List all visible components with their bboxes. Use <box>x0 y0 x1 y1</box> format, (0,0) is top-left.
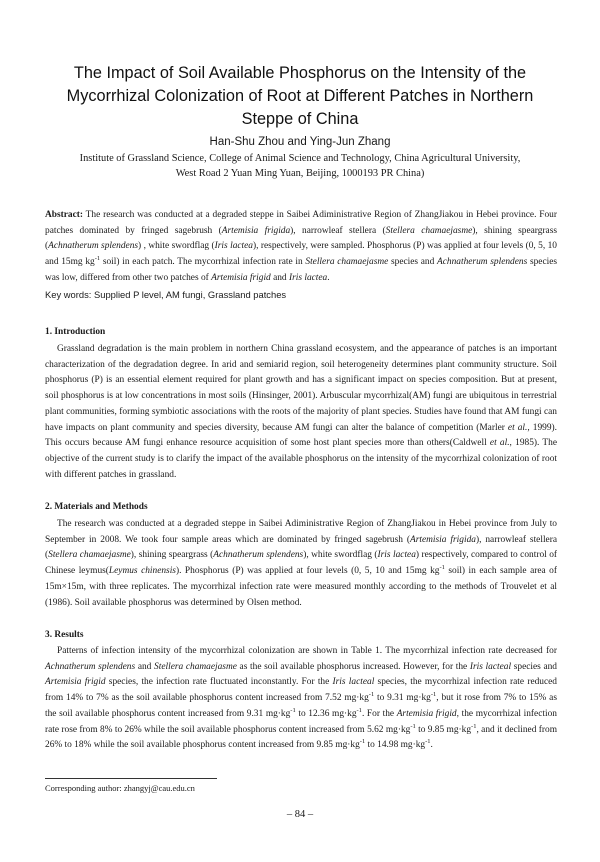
text-run: and <box>270 272 289 283</box>
text-run: species and <box>511 661 557 672</box>
text-run: species was low, differed from other two patches of <box>45 257 558 283</box>
text-run: Grassland degradation is the main problem in northern China grassland ecosystem, and the appearance of patches is an important characterization of the degradation degree. In arid and semiarid region, soil heterogeneity determines plant community structure. Soil phosphorus (P) is an essential element required for plant growth and has a significant impact on species composition. But at present, soil phosphorus is at low concentrations in most soils (Hinsinger, 2001). Arbuscular mycorrhizal(AM) fungi are ubiquitous in terrestrial plant communities, forming symbiotic associations with the roots of the majority of plant species. Studies have found that AM fungi can have impacts on plant community and species diversity, because AM fungi can alter the balance of competition (Marler <box>45 344 557 433</box>
species-name: Iris lacteal <box>332 677 375 688</box>
keywords: Key words: Supplied P level, AM fungi, Grassland patches <box>45 288 287 300</box>
species-name: Stellera chamaejasme <box>385 225 473 236</box>
affiliation <box>40 152 560 181</box>
species-name: Achnatherum splendens <box>437 257 528 268</box>
species-name: Artemisia frigida <box>410 534 476 545</box>
species-name: Artemisia frigid <box>396 708 457 719</box>
text-run: ), white swordflag ( <box>303 550 378 561</box>
species-name: Iris lactea <box>214 241 253 252</box>
text-run: species, the mycorrhizal infection rate reduced from 14% to 7% as the soil available phosphorus content increased from 7.52 mg·kg <box>45 677 557 704</box>
text-run: ), narrowleaf stellera ( <box>45 534 557 561</box>
citation-etal: et al. <box>489 438 510 449</box>
superscript: -1 <box>368 690 375 698</box>
text-run: . <box>430 740 433 751</box>
text-run: ), shining speargrass ( <box>130 550 214 561</box>
text-run: soil) in each patch. The mycorrhizal infection rate in <box>100 257 306 268</box>
text-run: ). Phosphorus (P) was applied at four levels (0, 5, 10 and 15mg kg <box>175 566 440 577</box>
text-run: , and it declined from 26% to 18% while the soil available phosphorus content increased from 9.85 mg·kg <box>45 724 557 751</box>
text-run: The research was conducted at a degraded steppe in Saibei Adiministrative Region of ZhangJiakou in Hebei province from July to September in 2008. We took four sample areas which are dominated by fringed sagebrush ( <box>45 519 557 545</box>
section-heading-results: 3. Results <box>45 630 84 640</box>
text-run: , but it rose from 7% to 15% as the soil available phosphorus content increased from 9.31 mg·kg <box>45 693 557 719</box>
species-name: Achnatherum splendens <box>213 550 304 561</box>
superscript: -1 <box>410 722 416 730</box>
text-run: and <box>135 661 155 672</box>
species-name: Iris lactea <box>288 272 328 283</box>
text-run: , the mycorrhizal infection rate rose from 8% to 26% while the soil available phosphorus content increased from 5.62 mg·kg <box>45 708 557 735</box>
species-name: Stellera chamaejasme <box>154 661 237 672</box>
species-name: Achnatherum splendens <box>45 661 136 672</box>
species-name: Artemisia frigida <box>221 225 291 236</box>
paper-title: The Impact of Soil Available Phosphorus on the Intensity of the Mycorrhizal Colonization of Root at Different Patches in Northern Steppe of China <box>66 64 534 128</box>
text-run: soil) in each sample area of 15m×15m, with three replicates. The mycorrhizal infection rate were measured monthly according to the methods of Trouvelet et al (1986). Soil available phosphorus was determined by Olsen method. <box>45 566 557 608</box>
text-run: The research was conducted at a degraded steppe in Saibei Adiministrative Region of ZhangJiakou in Hebei province. Four patches dominated by fringed sagebrush ( <box>45 210 557 236</box>
superscript: -1 <box>430 690 437 698</box>
text-run: species and <box>388 257 438 268</box>
text-run: to 12.36 mg·kg <box>295 708 357 719</box>
superscript: -1 <box>439 563 445 571</box>
superscript: -1 <box>94 254 101 262</box>
superscript: -1 <box>356 706 362 714</box>
species-name: Leymus chinensis <box>108 566 176 577</box>
species-name: Stellera chamaejasme <box>48 550 131 561</box>
text-run: ), shining speargrass ( <box>45 225 558 252</box>
methods-paragraph <box>45 517 557 611</box>
text-run: ), respectively, were sampled. Phosphorus (P) was applied at four levels (0, 5, 10 and 15mg kg <box>45 241 557 268</box>
abstract-text <box>45 208 557 287</box>
species-name: Achnatherum splendens <box>48 241 139 252</box>
citation-etal: et al. <box>507 422 528 433</box>
section-heading-methods: 2. Materials and Methods <box>45 502 148 512</box>
abstract <box>45 208 557 302</box>
text-run: ) respectively, compared to control of Chinese leymus( <box>45 550 558 577</box>
affiliation-line-2: West Road 2 Yuan Ming Yuan, Beijing, 1000193 PR China) <box>175 167 425 179</box>
author-list: Han-Shu Zhou and Ying-Jun Zhang <box>209 136 391 148</box>
species-name: Iris lacteal <box>469 661 512 672</box>
superscript: -1 <box>425 738 431 746</box>
text-run: to 9.85 mg·kg <box>415 724 472 735</box>
text-run: , 1999). This occurs because AM fungi enhance resource acquisition of some host plant species more than others(Caldwell <box>45 422 558 449</box>
text-run: . For the <box>361 708 397 719</box>
text-run: species, the infection rate fluctuated inconstantly. For the <box>105 677 333 688</box>
text-run: to 14.98 mg·kg <box>365 740 426 751</box>
text-run: as the soil available phosphorus increased. However, for the <box>236 661 470 672</box>
text-run: to 9.31 mg·kg <box>374 693 431 704</box>
section-heading-introduction: 1. Introduction <box>45 327 106 337</box>
species-name: Iris lactea <box>377 550 416 561</box>
superscript: -1 <box>471 722 477 730</box>
species-name: Artemisia frigid <box>45 677 106 688</box>
page-number: – 84 – <box>286 809 314 820</box>
species-name: Artemisia frigid <box>211 272 271 283</box>
abstract-label: Abstract: <box>45 210 84 220</box>
text-run: Patterns of infection intensity of the mycorrhizal colonization are shown in Table 1. The mycorrhizal infection rate decreased for <box>57 646 557 656</box>
introduction-paragraph <box>45 342 557 483</box>
footnote-divider <box>45 778 217 779</box>
superscript: -1 <box>359 738 366 746</box>
text-run: ) , white swordflag ( <box>138 241 215 252</box>
superscript: -1 <box>290 706 296 714</box>
text-run: . <box>327 272 330 283</box>
affiliation-line-1: Institute of Grassland Science, College of Animal Science and Technology, China Agricultural University, <box>79 153 521 164</box>
species-name: Stellera chamaejasme <box>305 257 389 268</box>
text-run: , 1985). The objective of the current study is to clarify the impact of the available phosphorus on the intensity of the mycorrhizal colonization of root with different patches in grassland. <box>45 438 557 480</box>
corresponding-author-footnote: Corresponding author: zhangyj@cau.edu.cn <box>45 783 195 793</box>
results-paragraph <box>45 644 557 754</box>
text-run: ), narrowleaf stellera ( <box>290 225 386 236</box>
